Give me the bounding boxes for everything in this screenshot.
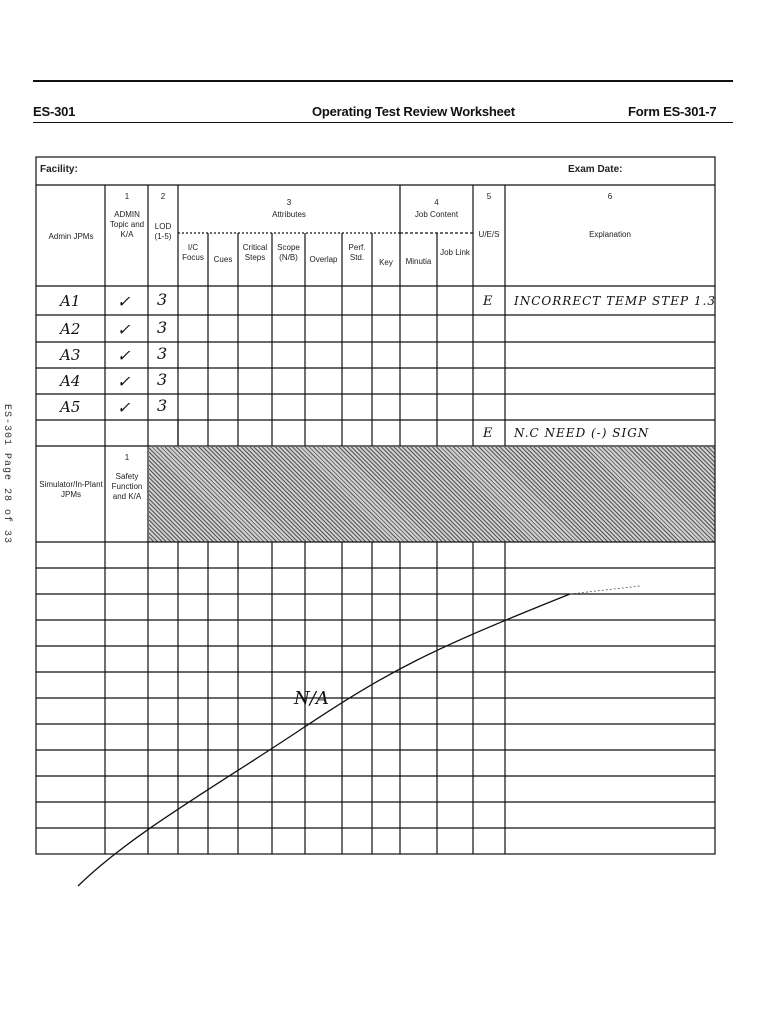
row5-topic: ✓: [117, 398, 131, 417]
col3-sub-ic-focus: I/C Focus: [182, 243, 204, 262]
sim-jpms-header: Simulator/In-Plant JPMs: [39, 480, 103, 499]
admin-jpms-header: Admin JPMs: [48, 232, 94, 241]
row3-lod: 3: [157, 344, 168, 363]
row5-lod: 3: [157, 396, 168, 415]
col3-sub-perf-std: Perf. Std.: [348, 243, 366, 262]
col3-sub-critical-steps: Critical Steps: [242, 243, 268, 262]
row6-ues: E: [483, 426, 493, 441]
row1-lod: 3: [157, 290, 168, 309]
col3-sub-scope: Scope (N/B): [277, 243, 300, 262]
row1-jpm: A1: [60, 292, 81, 310]
sim-col1-header: Safety Function and K/A: [111, 472, 143, 501]
col4-sub-job-link: Job Link: [440, 248, 470, 257]
row1-ues: E: [483, 294, 493, 309]
row4-jpm: A4: [60, 372, 81, 390]
row3-topic: ✓: [117, 346, 131, 365]
col5-header: U/E/S: [478, 230, 500, 239]
col5-number: 5: [486, 192, 492, 201]
col4-number: 4: [434, 198, 439, 207]
sim-col1-number: 1: [124, 453, 130, 462]
col3-sub-cues: Cues: [213, 255, 233, 264]
row2-topic: ✓: [117, 320, 131, 339]
col3-header: Attributes: [272, 210, 306, 219]
row2-lod: 3: [157, 318, 168, 337]
col1-number: 1: [124, 192, 130, 201]
row3-jpm: A3: [60, 346, 81, 364]
side-margin-text: ES-301 Page 28 of 33: [1, 404, 12, 545]
row5-jpm: A5: [60, 398, 81, 416]
col4-sub-minutia: Minutia: [405, 257, 432, 266]
handwritten-na: N/A: [294, 688, 329, 709]
col6-number: 6: [607, 192, 613, 201]
col2-number: 2: [160, 192, 166, 201]
form-id-right: Form ES-301-7: [628, 104, 717, 119]
row1-topic: ✓: [117, 292, 131, 311]
exam-date-label: Exam Date:: [568, 164, 623, 175]
col3-sub-key: Key: [379, 258, 393, 267]
row1-explanation: INCORRECT TEMP STEP 1.3: [514, 294, 716, 308]
row2-jpm: A2: [60, 320, 81, 338]
col6-header: Explanation: [589, 230, 631, 239]
row6-explanation: N.C NEED (-) SIGN: [514, 426, 650, 440]
row4-topic: ✓: [117, 372, 131, 391]
page-title: Operating Test Review Worksheet: [312, 104, 515, 119]
col1-header: ADMIN Topic and K/A: [109, 210, 145, 239]
facility-label: Facility:: [40, 164, 78, 175]
col2-header: LOD (1-5): [154, 222, 172, 241]
col3-number: 3: [286, 198, 292, 207]
col4-header: Job Content: [414, 210, 459, 219]
form-id-left: ES-301: [33, 104, 76, 119]
col3-sub-overlap: Overlap: [309, 255, 338, 264]
row4-lod: 3: [157, 370, 168, 389]
